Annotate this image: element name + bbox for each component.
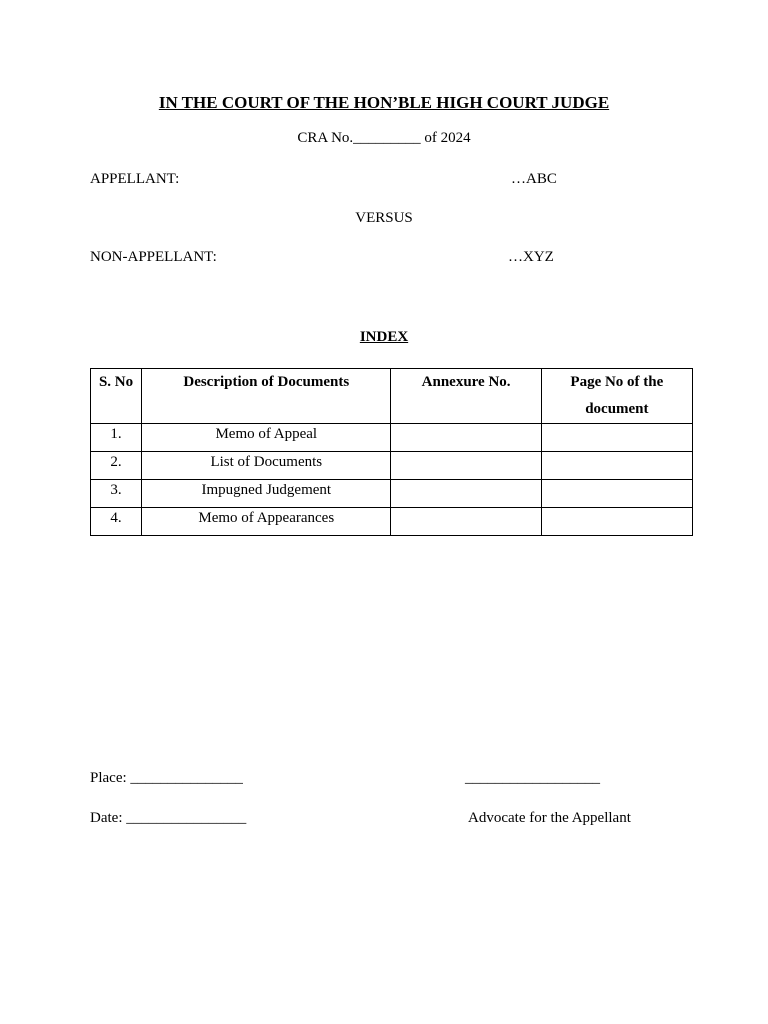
court-title: IN THE COURT OF THE HON’BLE HIGH COURT JUDGE xyxy=(158,93,610,112)
index-table xyxy=(90,368,693,536)
table-row xyxy=(91,452,693,480)
signature-line: __________________ xyxy=(465,770,600,786)
column-header-description: Description of Documents xyxy=(142,369,391,424)
table-row xyxy=(91,424,693,452)
row-page-no xyxy=(541,480,692,508)
place-line: Place: _______________ xyxy=(90,770,243,786)
row-description: Impugned Judgement xyxy=(142,480,391,508)
table-header-row xyxy=(91,369,693,424)
row-page-no xyxy=(541,452,692,480)
row-page-no xyxy=(541,508,692,536)
row-description: Memo of Appearances xyxy=(142,508,391,536)
case-number-line: CRA No._________ of 2024 xyxy=(297,130,471,146)
column-header-page-no: Page No of the document xyxy=(541,369,692,424)
date-line: Date: ________________ xyxy=(90,810,247,826)
appellant-name: …ABC xyxy=(511,171,557,187)
row-annexure xyxy=(391,508,541,536)
row-annexure xyxy=(391,452,541,480)
row-sno: 4. xyxy=(91,508,142,536)
table-row xyxy=(91,508,693,536)
non-appellant-name: …XYZ xyxy=(508,249,554,265)
row-sno: 1. xyxy=(91,424,142,452)
non-appellant-label: NON-APPELLANT: xyxy=(90,249,217,265)
row-annexure xyxy=(391,480,541,508)
appellant-label: APPELLANT: xyxy=(90,171,180,187)
row-description: List of Documents xyxy=(142,452,391,480)
row-annexure xyxy=(391,424,541,452)
column-header-sno: S. No xyxy=(91,369,142,424)
table-row xyxy=(91,480,693,508)
advocate-label: Advocate for the Appellant xyxy=(468,810,631,826)
row-page-no xyxy=(541,424,692,452)
row-sno: 3. xyxy=(91,480,142,508)
row-description: Memo of Appeal xyxy=(142,424,391,452)
row-sno: 2. xyxy=(91,452,142,480)
column-header-annexure: Annexure No. xyxy=(391,369,541,424)
index-title: INDEX xyxy=(359,329,409,345)
versus-label: VERSUS xyxy=(355,210,413,226)
